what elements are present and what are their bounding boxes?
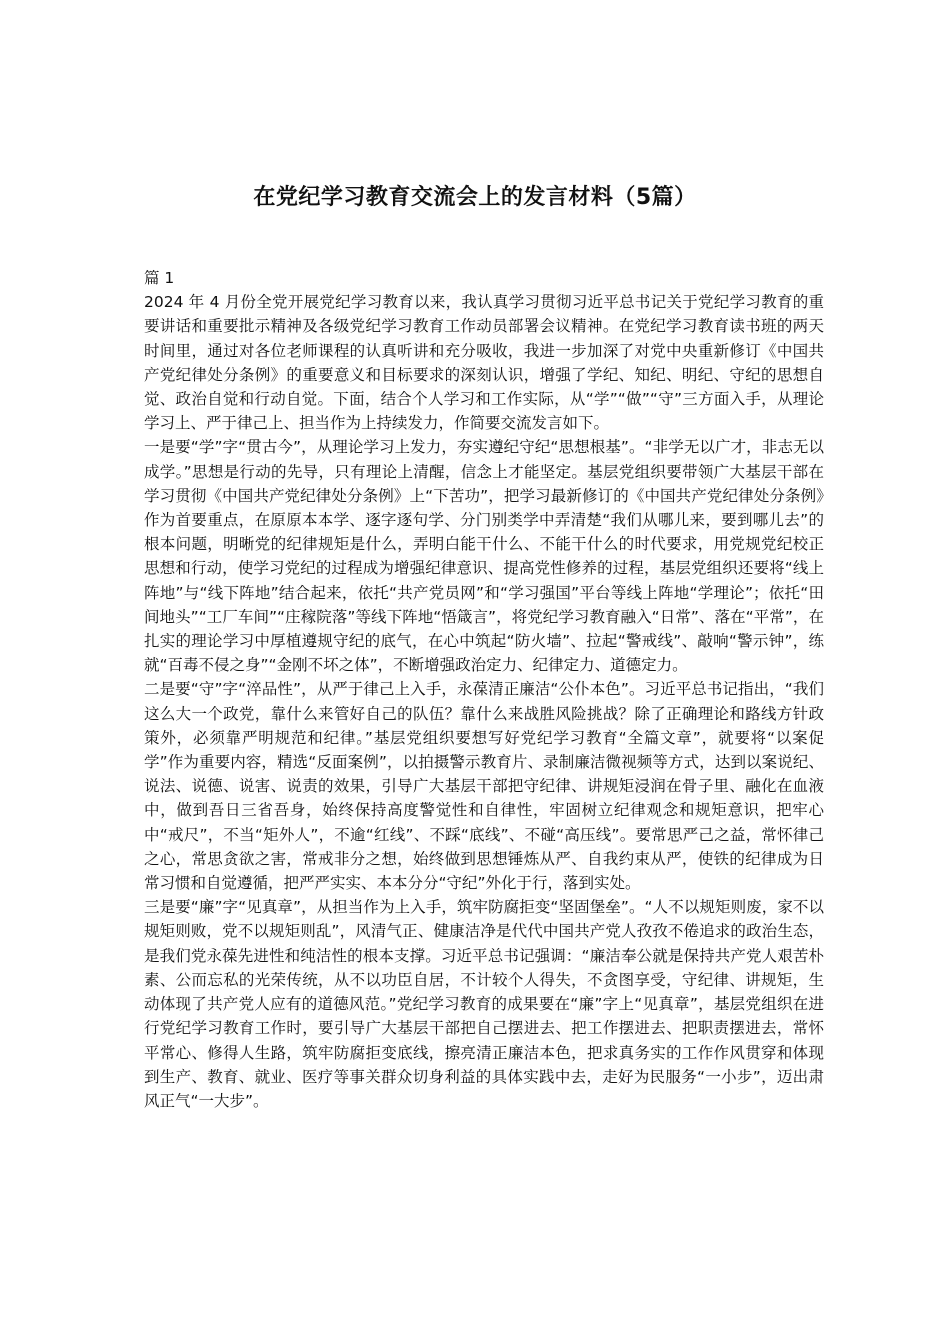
document-body [144, 266, 824, 1113]
paragraph-integrity: 三是要“廉”字“见真章”，从担当作为上入手，筑牢防腐拒变“坚固堡垒”。“人不以规矩则废，家不以规矩则败，党不以规矩则乱”，风清气正、健康洁净是代代中国共产党人孜孜不倦追求的政治生态，是我们党永葆先进性和纯洁性的根本支撑。习近平总书记强调：“廉洁奉公就是保持共产党人艰苦朴素、公而忘私的光荣传统，从不以功臣自居，不计较个人得失，不贪图享受，守纪律、讲规矩，生动体现了共产党人应有的道德风范。”党纪学习教育的成果要在“廉”字上“见真章”，基层党组织在进行党纪学习教育工作时，要引导广大基层干部把自己摆进去、把工作摆进去、把职责摆进去，常怀平常心、修得人生路，筑牢防腐拒变底线，擦亮清正廉洁本色，把求真务实的工作作风贯穿和体现到生产、教育、就业、医疗等事关群众切身利益的具体实践中去，走好为民服务“一小步”，迈出肃风正气“一大步”。 [144, 898, 824, 1110]
paragraph-intro: 2024 年 4 月份全党开展党纪学习教育以来，我认真学习贯彻习近平总书记关于党纪学习教育的重要讲话和重要批示精神及各级党纪学习教育工作动员部署会议精神。在党纪学习教育读书班的两天时间里，通过对各位老师课程的认真听讲和充分吸收，我进一步加深了对党中央重新修订《中国共产党纪律处分条例》的重要意义和目标要求的深刻认识，增强了学纪、知纪、明纪、守纪的思想自觉、政治自觉和行动自觉。下面，结合个人学习和工作实际，从“学”“做”“守”三方面入手，从理论学习上、严于律己上、担当作为上持续发力，作简要交流发言如下。 [144, 293, 824, 433]
section-label: 篇 1 [144, 269, 175, 287]
paragraph-study: 一是要“学”字“贯古今”，从理论学习上发力，夯实遵纪守纪“思想根基”。“非学无以广才，非志无以成学。”思想是行动的先导，只有理论上清醒，信念上才能坚定。基层党组织要带领广大基层干部在学习贯彻《中国共产党纪律处分条例》上“下苦功”，把学习最新修订的《中国共产党纪律处分条例》作为首要重点，在原原本本学、逐字逐句学、分门别类学中弄清楚“我们从哪儿来，要到哪儿去”的根本问题，明晰党的纪律规矩是什么，弄明白能干什么、不能干什么的时代要求，用党规党纪校正思想和行动，使学习党纪的过程成为增强纪律意识、提高党性修养的过程，基层党组织还要将“线上阵地”与“线下阵地”结合起来，依托“共产党员网”和“学习强国”平台等线上阵地“学理论”；依托“田间地头”“工厂车间”“庄稼院落”等线下阵地“悟箴言”，将党纪学习教育融入“日常”、落在“平常”，在扎实的理论学习中厚植遵规守纪的底气，在心中筑起“防火墙”、拉起“警戒线”、敲响“警示钟”，练就“百毒不侵之身”“金刚不坏之体”，不断增强政治定力、纪律定力、道德定力。 [144, 438, 824, 675]
paragraph-discipline: 二是要“守”字“淬品性”，从严于律己上入手，永葆清正廉洁“公仆本色”。习近平总书记指出，“我们这么大一个政党，靠什么来管好自己的队伍？靠什么来战胜风险挑战？除了正确理论和路线方针政策外，必须靠严明规范和纪律。”基层党组织要想写好党纪学习教育“全篇文章”，就要将“以案促学”作为重要内容，精选“反面案例”，以拍摄警示教育片、录制廉洁微视频等方式，达到以案说纪、说法、说德、说害、说责的效果，引导广大基层干部把守纪律、讲规矩浸润在骨子里、融化在血液中，做到吾日三省吾身，始终保持高度警觉性和自律性，牢固树立纪律观念和规矩意识，把牢心中“戒尺”，不当“矩外人”，不逾“红线”、不踩“底线”、不碰“高压线”。要常思严己之益，常怀律己之心，常思贪欲之害，常戒非分之想，始终做到思想锤炼从严、自我约束从严，使铁的纪律成为日常习惯和自觉遵循，把严严实实、本本分分“守纪”外化于行，落到实处。 [144, 680, 824, 893]
document-title: 在党纪学习教育交流会上的发言材料（5篇） [253, 185, 697, 210]
